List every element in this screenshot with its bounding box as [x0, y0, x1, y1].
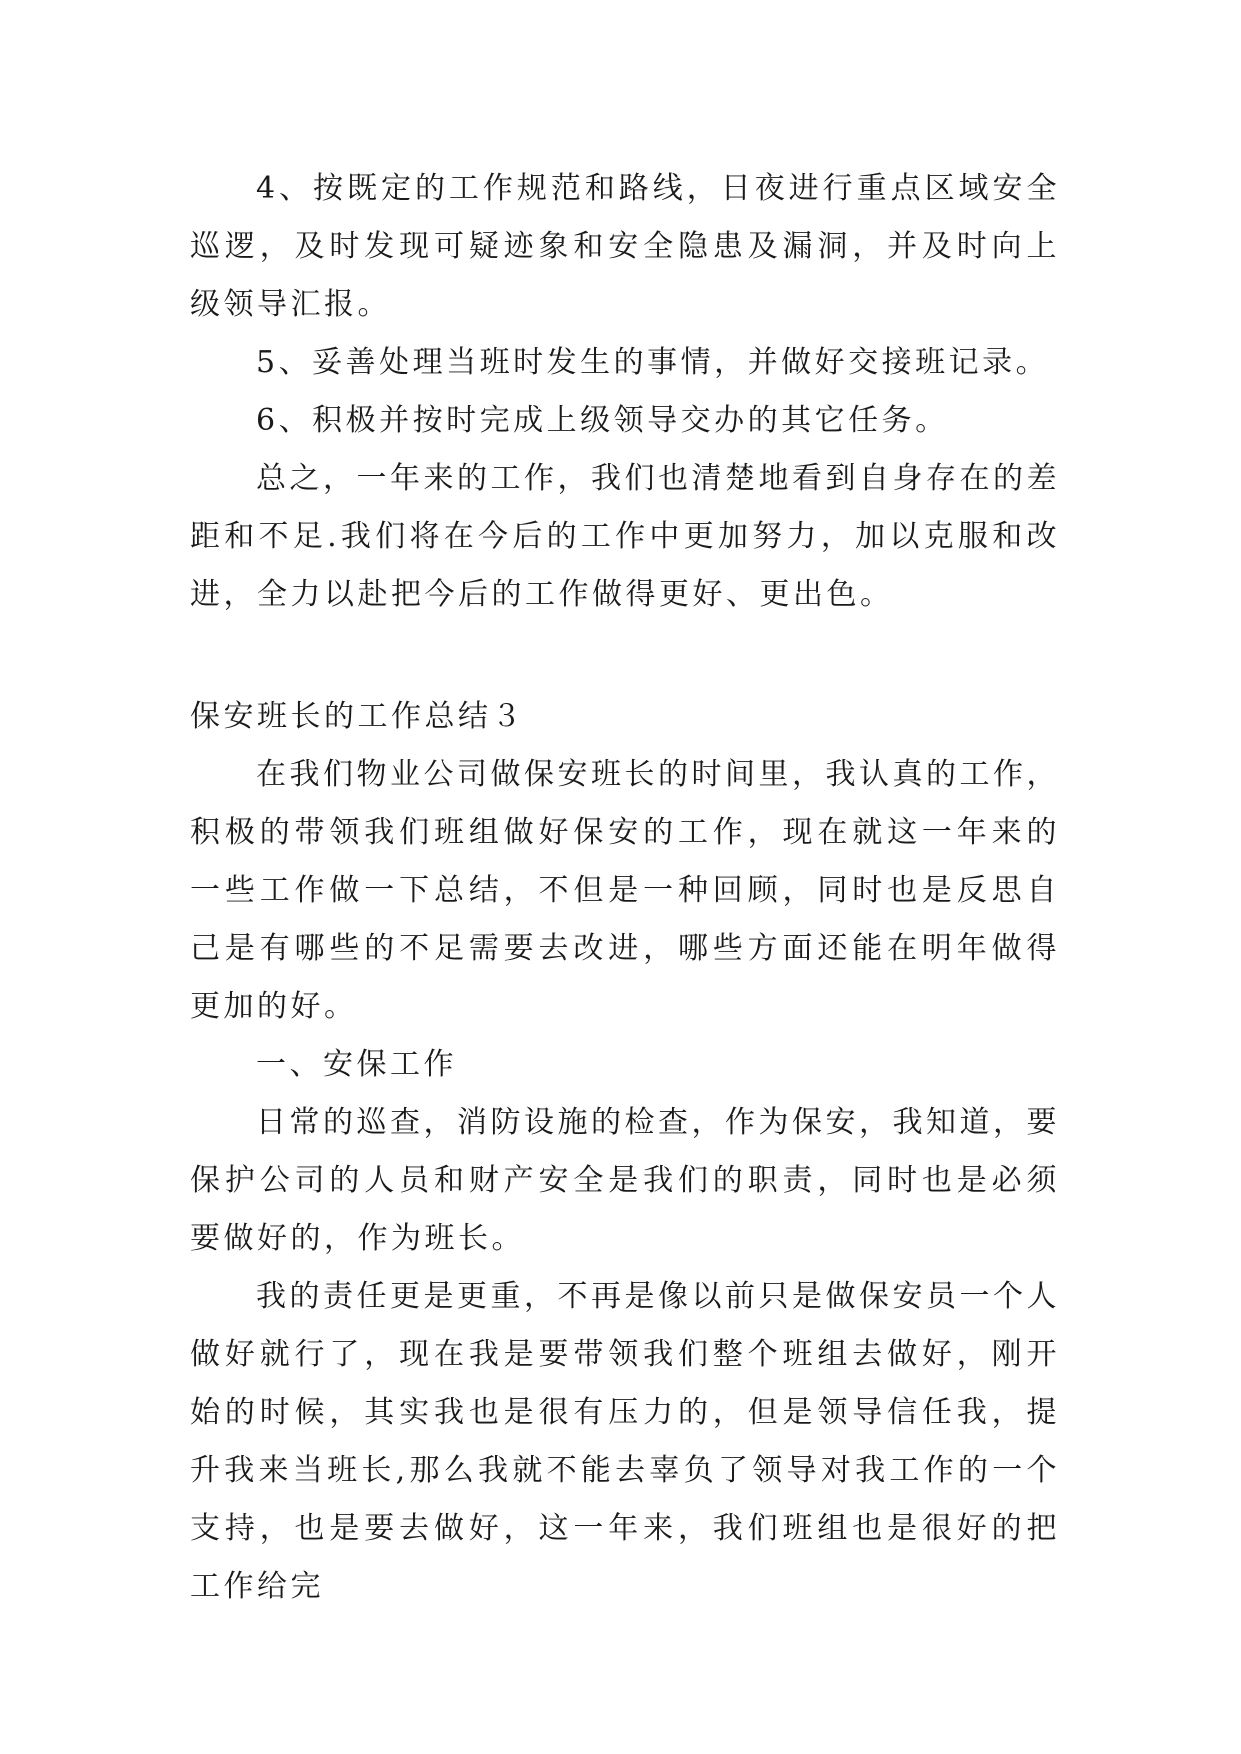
- paragraph-responsibility: 我的责任更是更重，不再是像以前只是做保安员一个人做好就行了，现在我是要带领我们整个班组去做好，刚开始的时候，其实我也是很有压力的，但是领导信任我，提升我来当班长,那么我就不能去辜负了领导对我工作的一个支持，也是要去做好，这一年来，我们班组也是很好的把工作给完: [190, 1279, 1060, 1604]
- section-title: 保安班长的工作总结３: [190, 699, 525, 734]
- paragraph-item-5: 5、妥善处理当班时发生的事情，并做好交接班记录。: [256, 345, 1050, 380]
- paragraph-intro: 在我们物业公司做保安班长的时间里，我认真的工作，积极的带领我们班组做好保安的工作，现在就这一年来的一些工作做一下总结，不但是一种回顾，同时也是反思自己是有哪些的不足需要去改进，哪些方面还能在明年做得更加的好。: [190, 757, 1060, 1024]
- paragraph-summary: 总之，一年来的工作，我们也清楚地看到自身存在的差距和不足.我们将在今后的工作中更加努力，加以克服和改进，全力以赴把今后的工作做得更好、更出色。: [190, 461, 1060, 612]
- paragraph-subheading: 一、安保工作: [256, 1047, 457, 1082]
- document-page: [190, 160, 1060, 1616]
- paragraph-item-4: 4、按既定的工作规范和路线，日夜进行重点区域安全巡逻，及时发现可疑迹象和安全隐患及漏洞，并及时向上级领导汇报。: [190, 171, 1060, 322]
- paragraph-item-6: 6、积极并按时完成上级领导交办的其它任务。: [256, 403, 949, 438]
- paragraph-patrol: 日常的巡查，消防设施的检查，作为保安，我知道，要保护公司的人员和财产安全是我们的职责，同时也是必须要做好的，作为班长。: [190, 1105, 1060, 1256]
